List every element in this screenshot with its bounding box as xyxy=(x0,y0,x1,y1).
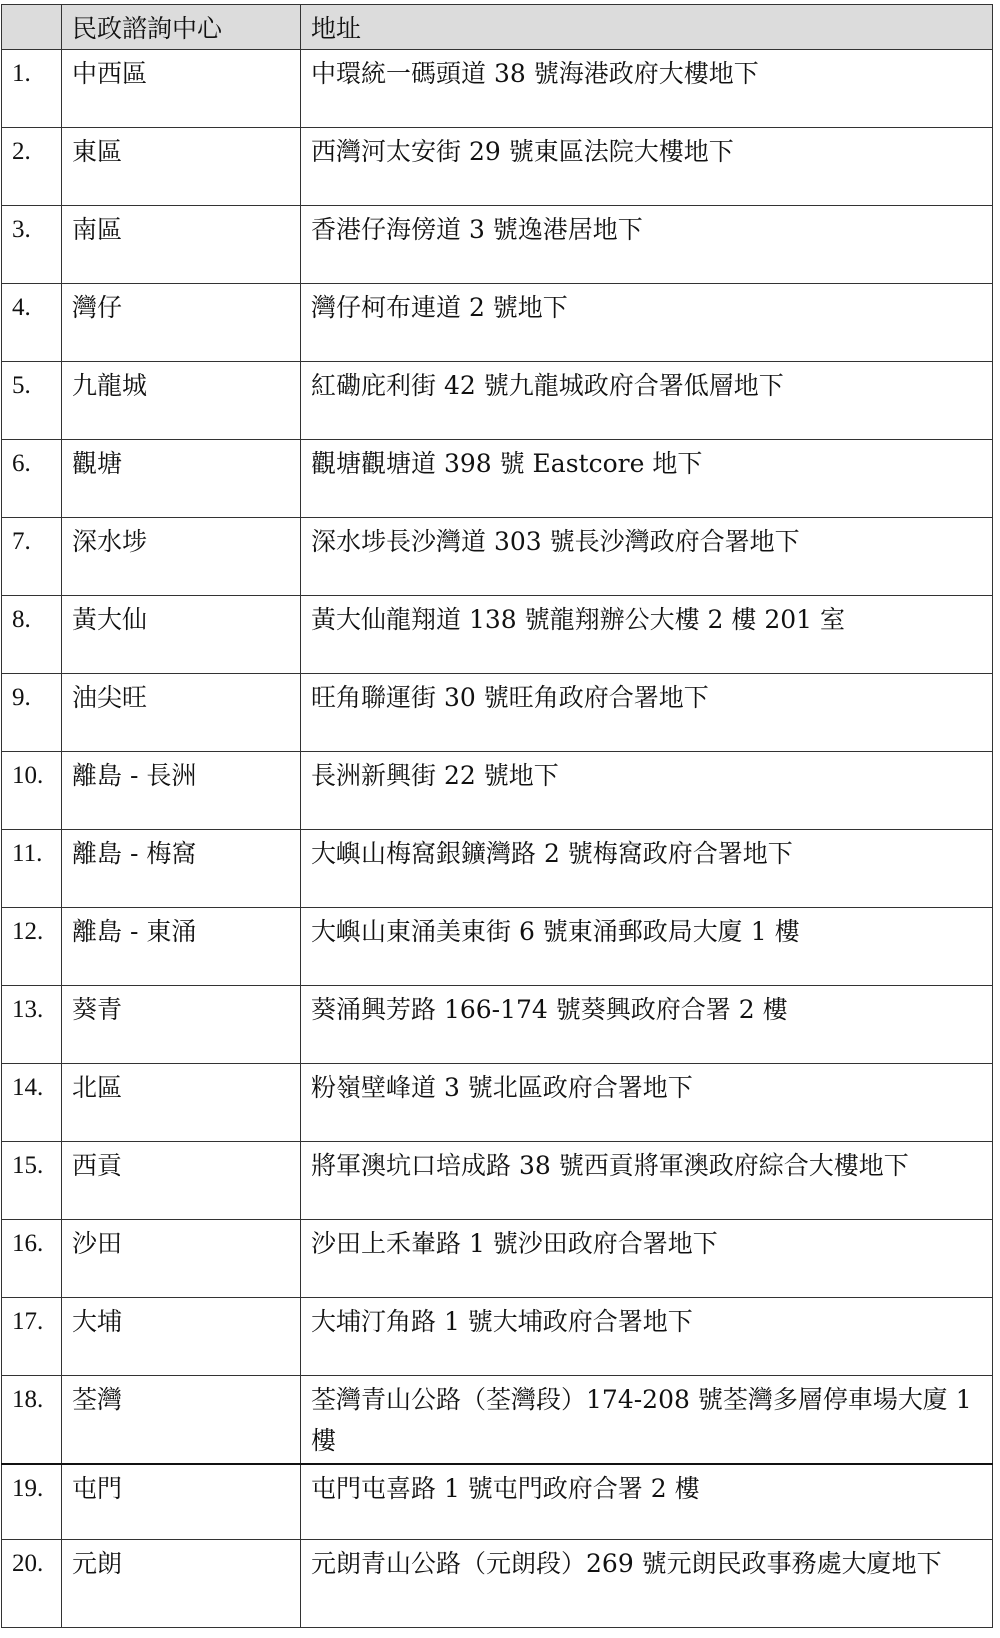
table-row xyxy=(2,830,993,908)
center-address: 觀塘觀塘道 398 號 Eastcore 地下 xyxy=(301,440,993,518)
table-row xyxy=(2,440,993,518)
center-name: 葵青 xyxy=(62,986,301,1064)
center-address: 黃大仙龍翔道 138 號龍翔辦公大樓 2 樓 201 室 xyxy=(301,596,993,674)
center-address: 紅磡庇利街 42 號九龍城政府合署低層地下 xyxy=(301,362,993,440)
table-row xyxy=(2,986,993,1064)
row-number: 4. xyxy=(2,284,62,362)
table-row xyxy=(2,1540,993,1628)
row-number: 3. xyxy=(2,206,62,284)
table-row xyxy=(2,1464,993,1540)
row-number: 15. xyxy=(2,1142,62,1220)
table-row xyxy=(2,1220,993,1298)
table-header-row xyxy=(2,5,993,50)
table-row xyxy=(2,674,993,752)
center-name: 大埔 xyxy=(62,1298,301,1376)
center-address: 荃灣青山公路（荃灣段）174-208 號荃灣多層停車場大廈 1 樓 xyxy=(301,1376,993,1464)
center-name: 黃大仙 xyxy=(62,596,301,674)
row-number: 18. xyxy=(2,1376,62,1464)
center-address: 灣仔柯布連道 2 號地下 xyxy=(301,284,993,362)
center-name: 離島 - 長洲 xyxy=(62,752,301,830)
center-address: 旺角聯運街 30 號旺角政府合署地下 xyxy=(301,674,993,752)
center-name: 屯門 xyxy=(62,1464,301,1540)
table-row xyxy=(2,518,993,596)
row-number: 6. xyxy=(2,440,62,518)
center-name: 深水埗 xyxy=(62,518,301,596)
center-name: 中西區 xyxy=(62,50,301,128)
center-name: 灣仔 xyxy=(62,284,301,362)
row-number: 17. xyxy=(2,1298,62,1376)
center-name: 南區 xyxy=(62,206,301,284)
center-name: 東區 xyxy=(62,128,301,206)
table-row xyxy=(2,128,993,206)
center-name: 沙田 xyxy=(62,1220,301,1298)
table-row xyxy=(2,908,993,986)
center-name: 荃灣 xyxy=(62,1376,301,1464)
center-name: 北區 xyxy=(62,1064,301,1142)
row-number: 14. xyxy=(2,1064,62,1142)
center-address: 粉嶺壁峰道 3 號北區政府合署地下 xyxy=(301,1064,993,1142)
center-name: 元朗 xyxy=(62,1540,301,1628)
header-address: 地址 xyxy=(301,5,993,50)
table-row xyxy=(2,50,993,128)
row-number: 13. xyxy=(2,986,62,1064)
table-row xyxy=(2,284,993,362)
row-number: 9. xyxy=(2,674,62,752)
table-row xyxy=(2,206,993,284)
center-name: 離島 - 梅窩 xyxy=(62,830,301,908)
row-number: 1. xyxy=(2,50,62,128)
center-address: 沙田上禾輋路 1 號沙田政府合署地下 xyxy=(301,1220,993,1298)
row-number: 16. xyxy=(2,1220,62,1298)
table-row xyxy=(2,1142,993,1220)
row-number: 5. xyxy=(2,362,62,440)
table-row xyxy=(2,1298,993,1376)
center-name: 九龍城 xyxy=(62,362,301,440)
center-address: 大埔汀角路 1 號大埔政府合署地下 xyxy=(301,1298,993,1376)
table-row xyxy=(2,752,993,830)
center-name: 離島 - 東涌 xyxy=(62,908,301,986)
row-number: 20. xyxy=(2,1540,62,1628)
center-address: 將軍澳坑口培成路 38 號西貢將軍澳政府綜合大樓地下 xyxy=(301,1142,993,1220)
center-address: 葵涌興芳路 166-174 號葵興政府合署 2 樓 xyxy=(301,986,993,1064)
center-address: 屯門屯喜路 1 號屯門政府合署 2 樓 xyxy=(301,1464,993,1540)
center-address: 元朗青山公路（元朗段）269 號元朗民政事務處大廈地下 xyxy=(301,1540,993,1628)
row-number: 7. xyxy=(2,518,62,596)
center-name: 西貢 xyxy=(62,1142,301,1220)
table-row xyxy=(2,1064,993,1142)
district-centers-table xyxy=(1,4,993,1628)
center-address: 深水埗長沙灣道 303 號長沙灣政府合署地下 xyxy=(301,518,993,596)
center-address: 長洲新興街 22 號地下 xyxy=(301,752,993,830)
row-number: 19. xyxy=(2,1464,62,1540)
center-name: 油尖旺 xyxy=(62,674,301,752)
row-number: 10. xyxy=(2,752,62,830)
row-number: 2. xyxy=(2,128,62,206)
center-address: 中環統一碼頭道 38 號海港政府大樓地下 xyxy=(301,50,993,128)
center-address: 西灣河太安街 29 號東區法院大樓地下 xyxy=(301,128,993,206)
header-center: 民政諮詢中心 xyxy=(62,5,301,50)
table-row xyxy=(2,1376,993,1464)
center-address: 大嶼山梅窩銀鑛灣路 2 號梅窩政府合署地下 xyxy=(301,830,993,908)
center-address: 大嶼山東涌美東街 6 號東涌郵政局大廈 1 樓 xyxy=(301,908,993,986)
row-number: 8. xyxy=(2,596,62,674)
center-address: 香港仔海傍道 3 號逸港居地下 xyxy=(301,206,993,284)
table-row xyxy=(2,362,993,440)
center-name: 觀塘 xyxy=(62,440,301,518)
row-number: 12. xyxy=(2,908,62,986)
header-number xyxy=(2,5,62,50)
row-number: 11. xyxy=(2,830,62,908)
table-row xyxy=(2,596,993,674)
